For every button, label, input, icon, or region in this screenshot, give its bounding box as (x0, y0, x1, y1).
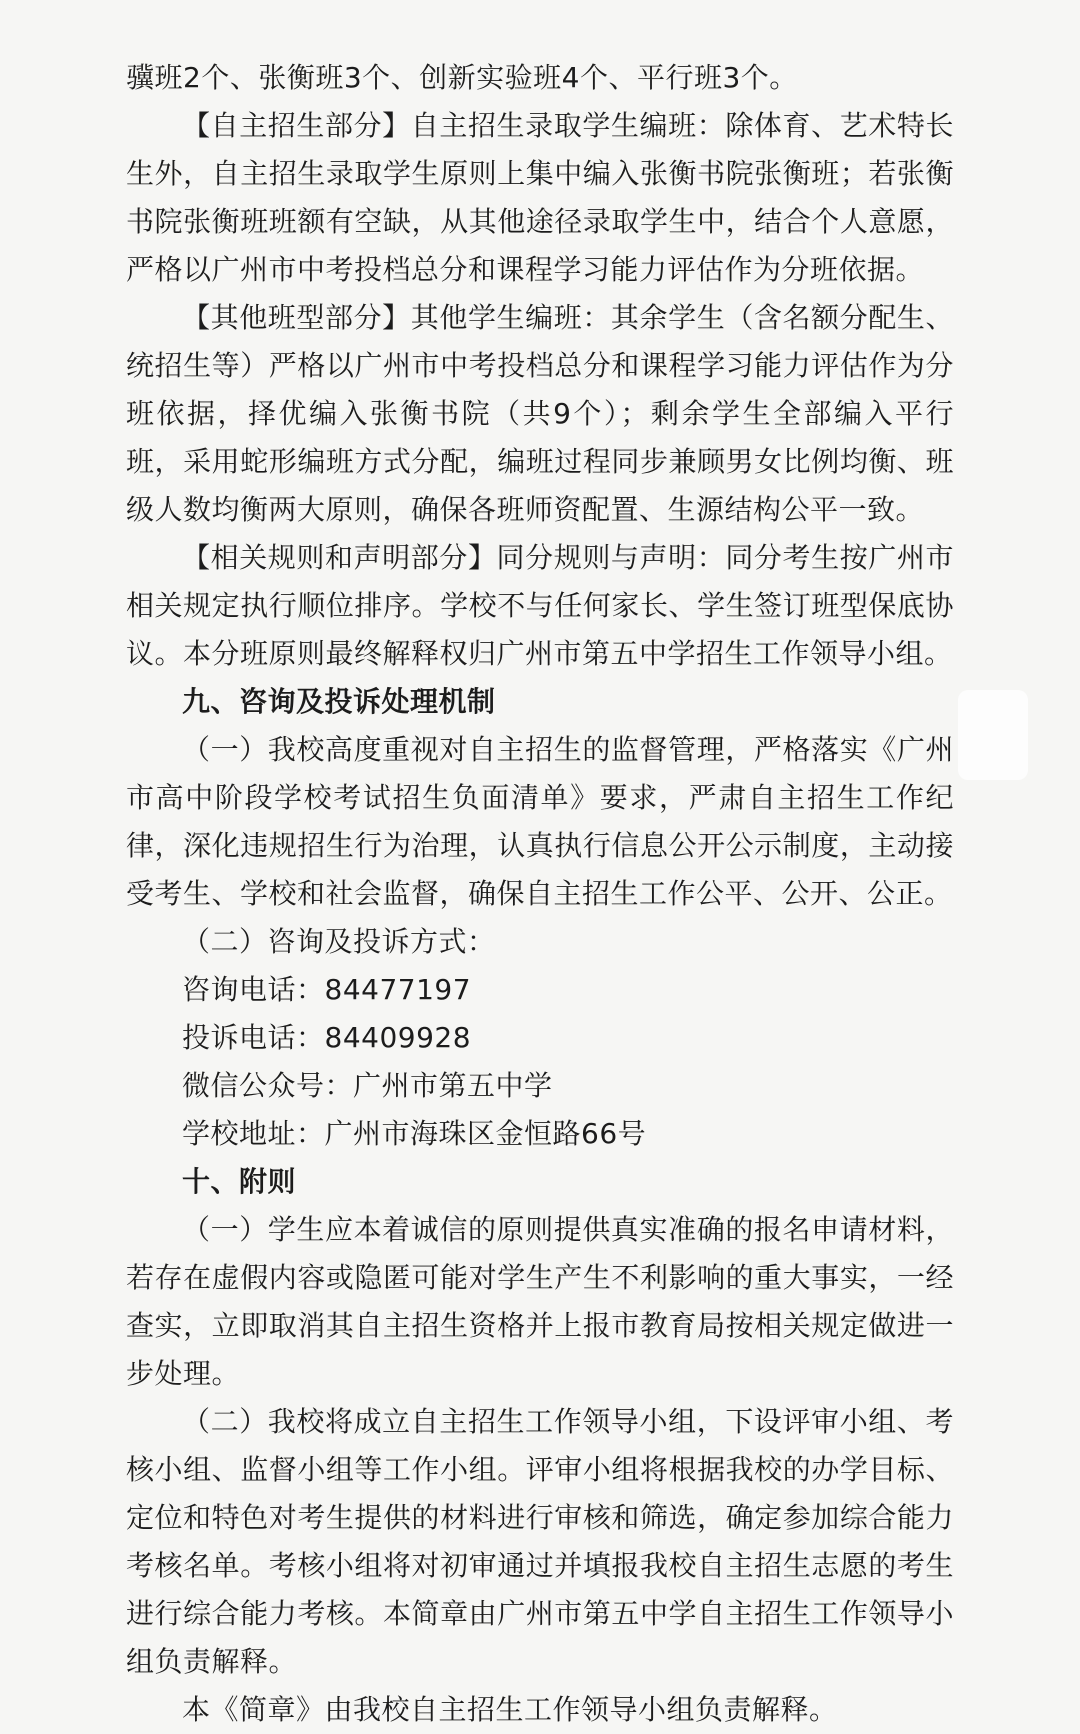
contact-phone: 咨询电话：84477197 (182, 973, 472, 1006)
section-heading-consultation: 九、咨询及投诉处理机制 (182, 685, 496, 718)
section-heading-supplementary: 十、附则 (182, 1165, 297, 1198)
paragraph-interpretation: 本《简章》由我校自主招生工作领导小组负责解释。 (182, 1693, 838, 1726)
paragraph-integrity: （一）学生应本着诚信的原则提供真实准确的报名申请材料，若存在虚假内容或隐匿可能对学生产生不利影响的重大事实，一经查实，立即取消其自主招生资格并上报市教育局按相关规定做进一步处理。 (126, 1213, 954, 1390)
paragraph-other-classes: 【其他班型部分】其他学生编班：其余学生（含名额分配生、统招生等）严格以广州市中考投档总分和课程学习能力评估作为分班依据，择优编入张衡书院（共9个）；剩余学生全部编入平行班，采用蛇形编班方式分配，编班过程同步兼顾男女比例均衡、班级人数均衡两大原则，确保各班师资配置、生源结构公平一致。 (126, 301, 954, 526)
paragraph-rules-statement: 【相关规则和声明部分】同分规则与声明：同分考生按广州市相关规定执行顺位排序。学校不与任何家长、学生签订班型保底协议。本分班原则最终解释权归广州市第五中学招生工作领导小组。 (126, 541, 954, 670)
photo-glare (958, 690, 1028, 780)
paragraph-contact-intro: （二）咨询及投诉方式： (182, 925, 496, 958)
complaint-phone: 投诉电话：84409928 (182, 1021, 472, 1054)
paragraph-class-count: 骥班2个、张衡班3个、创新实验班4个、平行班3个。 (126, 61, 798, 94)
paragraph-leadership-group: （二）我校将成立自主招生工作领导小组，下设评审小组、考核小组、监督小组等工作小组。评审小组将根据我校的办学目标、定位和特色对考生提供的材料进行审核和筛选，确定参加综合能力考核名单。考核小组将对初审通过并填报我校自主招生志愿的考生进行综合能力考核。本简章由广州市第五中学自主招生工作领导小组负责解释。 (126, 1405, 954, 1678)
school-address: 学校地址：广州市海珠区金恒路66号 (182, 1117, 647, 1150)
paragraph-supervision: （一）我校高度重视对自主招生的监督管理，严格落实《广州市高中阶段学校考试招生负面清单》要求，严肃自主招生工作纪律，深化违规招生行为治理，认真执行信息公开公示制度，主动接受考生、学校和社会监督，确保自主招生工作公平、公开、公正。 (126, 733, 954, 910)
wechat-account: 微信公众号：广州市第五中学 (182, 1069, 553, 1102)
paragraph-independent-enrollment: 【自主招生部分】自主招生录取学生编班：除体育、艺术特长生外，自主招生录取学生原则上集中编入张衡书院张衡班；若张衡书院张衡班班额有空缺，从其他途径录取学生中，结合个人意愿，严格以广州市中考投档总分和课程学习能力评估作为分班依据。 (126, 109, 954, 286)
